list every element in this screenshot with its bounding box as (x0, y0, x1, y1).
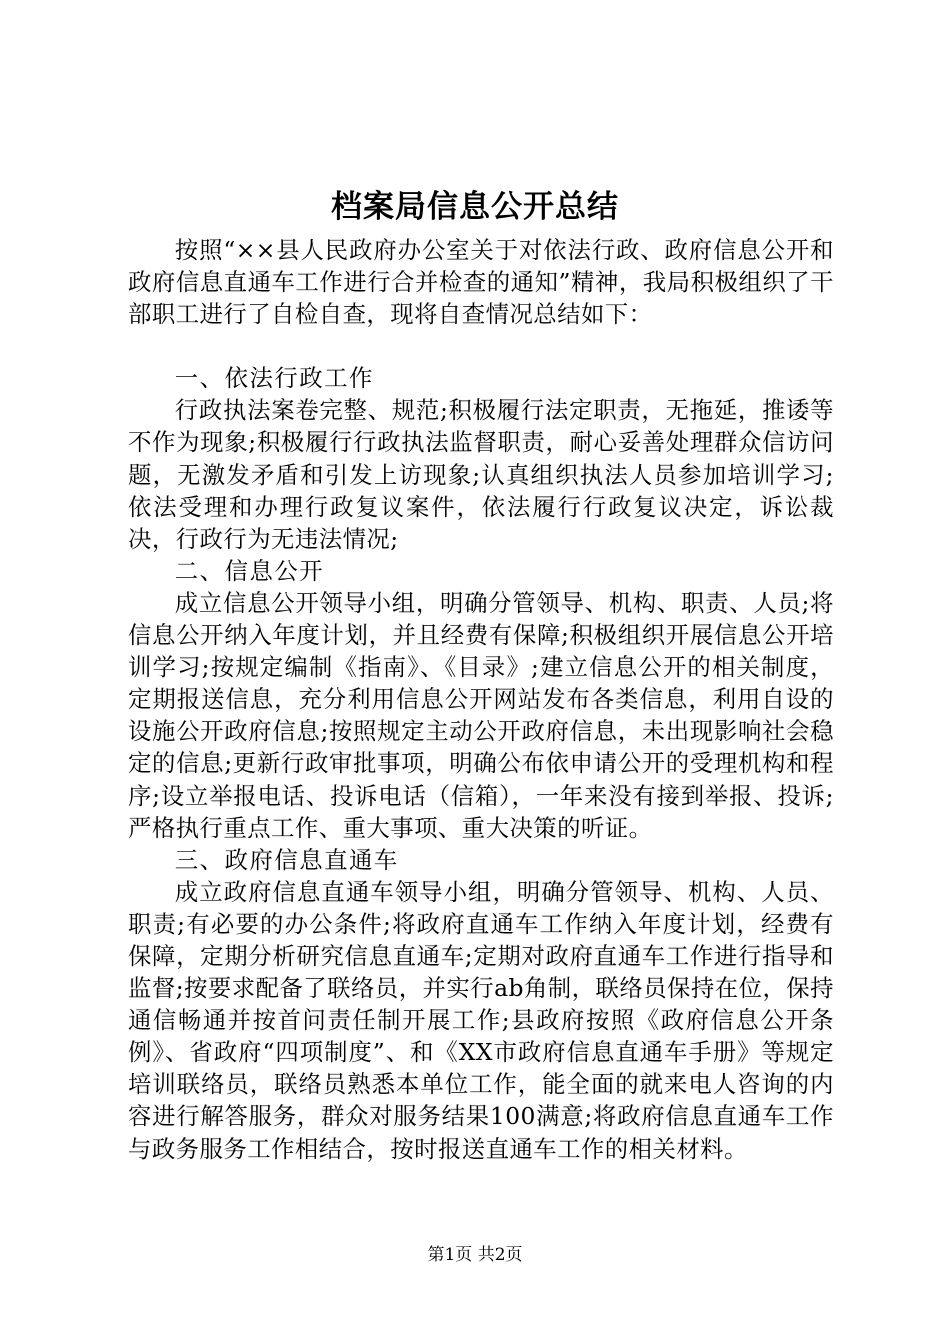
document-title: 档案局信息公开总结 (331, 189, 619, 225)
section-body-3: 成立政府信息直通车领导小组，明确分管领导、机构、人员、职责;有必要的办公条件;将政府直通车工作纳入年度计划，经费有保障，定期分析研究信息直通车;定期对政府直通车工作进行指导和监督;按要求配备了联络员，并实行ab角制，联络员保持在位，保持通信畅通并按首问责任制开展工作;县政府按照《政府信息公开条例》、省政府“四项制度”、和《XX市政府信息直通车手册》等规定培训联络员，联络员熟悉本单位工作，能全面的就来电人咨询的内容进行解答服务，群众对服务结果100满意;将政府信息直通车工作与政务服务工作相结合，按时报送直通车工作的相关材料。 (128, 877, 834, 1163)
document-body (128, 234, 834, 1165)
section-heading-2: 二、信息公开 (174, 556, 325, 585)
section-heading-1: 一、依法行政工作 (174, 364, 374, 393)
section-heading-3: 三、政府信息直通车 (174, 845, 399, 874)
section-body-2: 成立信息公开领导小组，明确分管领导、机构、职责、人员;将信息公开纳入年度计划，并且经费有保障;积极组织开展信息公开培训学习;按规定编制《指南》、《目录》;建立信息公开的相关制度，定期报送信息，充分利用信息公开网站发布各类信息，利用自设的设施公开政府信息;按照规定主动公开政府信息，未出现影响社会稳定的信息;更新行政审批事项，明确公布依申请公开的受理机构和程序;设立举报电话、投诉电话（信箱），一年来没有接到举报、投诉;严格执行重点工作、重大事项、重大决策的听证。 (128, 588, 834, 842)
intro-paragraph: 按照“××县人民政府办公室关于对依法行政、政府信息公开和政府信息直通车工作进行合并检查的通知”精神，我局积极组织了干部职工进行了自检自查，现将自查情况总结如下： (128, 236, 834, 329)
section-body-1: 行政执法案卷完整、规范;积极履行法定职责，无拖延，推诿等不作为现象;积极履行行政执法监督职责，耐心妥善处理群众信访问题，无激发矛盾和引发上访现象;认真组织执法人员参加培训学习;依法受理和办理行政复议案件，依法履行行政复议决定，诉讼裁决，行政行为无违法情况; (128, 396, 834, 553)
page-footer: 第1页 共2页 (427, 1245, 523, 1265)
